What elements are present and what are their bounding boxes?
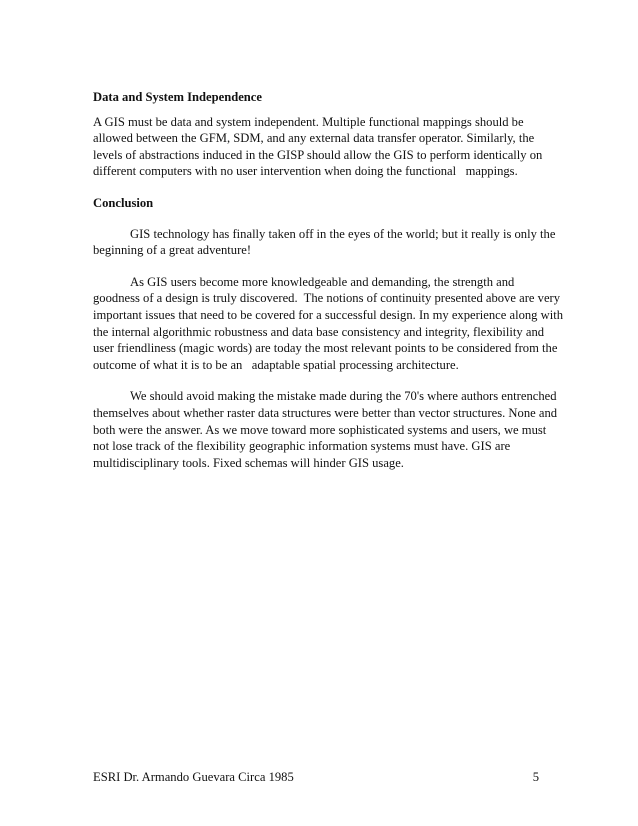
paragraph-line: both were the answer. As we move toward more sophisticated systems and users, we must (93, 422, 547, 437)
paragraph-conclusion-2 (93, 274, 564, 374)
section-heading-data-system-independence: Data and System Independence (93, 90, 262, 104)
paragraph-data-system-independence (93, 114, 545, 180)
footer-author-text: ESRI Dr. Armando Guevara Circa 1985 (93, 770, 294, 784)
paragraph-line: different computers with no user intervention when doing the functional mappings. (93, 164, 518, 179)
page-number: 5 (532, 770, 539, 784)
paragraph-line: user friendliness (magic words) are today the most relevant points to be considered from the (93, 341, 558, 356)
paragraph-line: A GIS must be data and system independent. Multiple functional mappings should be (93, 114, 524, 129)
paragraph-line: beginning of a great adventure! (93, 243, 252, 258)
paragraph-line: goodness of a design is truly discovered. The notions of continuity presented above are very (93, 291, 561, 306)
paragraph-line: levels of abstractions induced in the GISP should allow the GIS to perform identically on (93, 147, 543, 162)
paragraph-line: themselves about whether raster data structures were better than vector structures. None and (93, 405, 558, 420)
paragraph-line: allowed between the GFM, SDM, and any external data transfer operator. Similarly, the (93, 131, 535, 146)
section-heading-conclusion: Conclusion (93, 195, 154, 210)
paragraph-line: the internal algorithmic robustness and data base consistency and integrity, flexibility and (93, 324, 545, 339)
paragraph-line: important issues that need to be covered for a successful design. In my experience along with (93, 307, 564, 322)
paragraph-line: As GIS users become more knowledgeable and demanding, the strength and (130, 274, 515, 289)
document-body (93, 89, 564, 486)
paragraph-line: GIS technology has finally taken off in the eyes of the world; but it really is only the (130, 226, 556, 241)
paragraph-line: We should avoid making the mistake made during the 70's where authors entrenched (130, 389, 557, 404)
paragraph-line: not lose track of the flexibility geographic information systems must have. GIS are (93, 439, 511, 454)
paragraph-line: outcome of what it is to be an adaptable spatial processing architecture. (93, 357, 459, 372)
paragraph-conclusion-3 (93, 388, 558, 471)
paragraph-conclusion-1 (93, 226, 556, 259)
paragraph-line: multidisciplinary tools. Fixed schemas will hinder GIS usage. (93, 455, 404, 470)
